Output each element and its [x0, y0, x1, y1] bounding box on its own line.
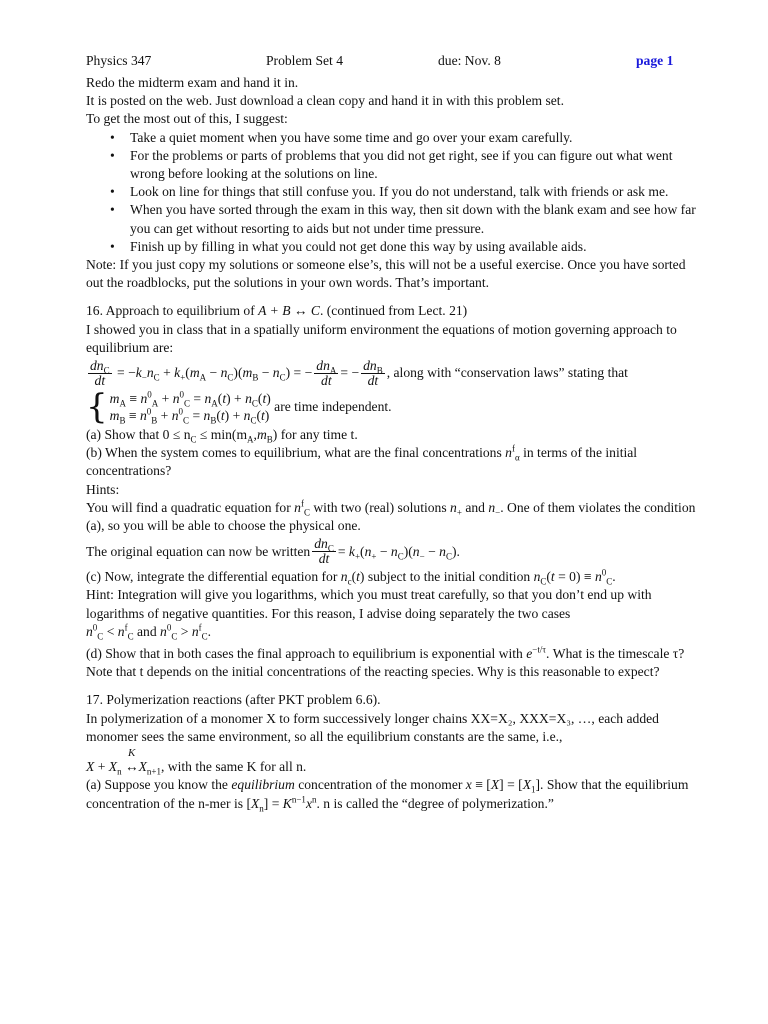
polymer-reaction: $X + X_n$ K $\leftrightarrow X_{n+1}$, with the same K for all n. — [86, 747, 307, 777]
note: Note: If you just copy my solutions or someone else’s, this will not be a useful exercise. Once you have sorted out the roadblocks, put the solutions in your own words. That’s important. — [86, 257, 686, 291]
part-16a: (a) Show that $0 \le n_C \le \min(m_A,m_B)$ for any time t. — [86, 427, 358, 445]
conservation-laws: { $m_A \equiv n^0_A + n^0_C = n_A(t) + n_C(t)$ $m_B \equiv n^0_B + n^0_C = n_B(t) + n_C(t)$ are time independent. — [86, 387, 392, 428]
suggestion-list — [86, 129, 696, 256]
rate-equation: $\frac{dn_C}{dt}$ = $-k_-n_C + k_+(m_A - n_C)(m_B - n_C)$ = − $\frac{dn_A}{dt}$ = − $\frac{dn_B}{dt}$ , along with “conservation laws” stating that — [90, 358, 628, 389]
part-16c-hint: Hint: Integration will give you logarithms, which you must treat carefully, so that you don’t end up with logarithms of negative quantities. For this reason, I advise doing separately the two cases — [86, 587, 652, 621]
intro-line: Redo the midterm exam and hand it in. — [86, 75, 299, 90]
page-header — [86, 52, 696, 74]
list-item: • Take a quiet moment when you have some time and go over your exam carefully. — [130, 129, 696, 147]
list-item: • Finish up by filling in what you could not get done this way by using available aids. — [130, 238, 696, 256]
cases: $n^0_C < n^f_C$ and $n^0_C > n^f_C$. — [86, 622, 212, 642]
problem-17-title: 17. Polymerization reactions (after PKT problem 6.6). — [86, 692, 381, 708]
problem-17-intro: In polymerization of a monomer X to form successively longer chains XX=X₂, XXX=X₃, …, each added monomer sees the same environment, so all the equilibrium constants are the same, i.e., — [86, 710, 659, 744]
part-16c: (c) Now, integrate the differential equation for $n_c(t)$ subject to the initial condition $n_C(t = 0) \equiv n^0_C$. — [86, 567, 616, 587]
part-17a: (a) Suppose you know the equilibrium concentration of the monomer $x \equiv [X] = [X_1]$. Show that the equilibrium concentration of the n-mer is $[X_n] = K^{n-1}x^n$. n is called the “degree of polymerization.” — [86, 777, 689, 814]
list-item: • Look on line for things that still confuse you. If you do not understand, talk with friends or ask me. — [130, 183, 696, 201]
intro-line: To get the most out of this, I suggest: — [86, 111, 288, 127]
hints-label: Hints: — [86, 481, 120, 497]
intro-line: It is posted on the web. Just download a clean copy and hand it in with this problem set. — [86, 93, 564, 109]
hint-equation: The original equation can now be written $\frac{dn_C}{dt}$ = $k_+(n_+ - n_C)(n_- - n_C)$. — [86, 536, 460, 567]
document-page — [86, 52, 696, 813]
part-16b: (b) When the system comes to equilibrium, what are the final concentrations $n^f_\alpha$ in terms of the initial concentrations? — [86, 443, 638, 479]
problem-set-title: Problem Set 4 — [266, 53, 344, 68]
hint-quadratic: You will find a quadratic equation for $n^f_C$ with two (real) solutions $n_+$ and $n_-$. One of them violates the condition (a), so you will be able to choose the physical one. — [86, 498, 696, 534]
page-number: page 1 — [636, 53, 674, 68]
list-item: • When you have sorted through the exam in this way, then sit down with the blank exam and see how far you can get without resorting to aids but not under time pressure. — [130, 201, 696, 237]
part-16d: (d) Show that in both cases the final approach to equilibrium is exponential with $e^{-t/\tau}$. What is the timescale τ? Note that t depends on the initial concentrations of the reacting species. Why is this reasonable to expect? — [86, 644, 685, 680]
course-name: Physics 347 — [86, 53, 152, 68]
problem-16-intro: I showed you in class that in a spatially uniform environment the equations of motion governing approach to equilibrium are: — [86, 321, 677, 355]
problem-16-title: 16. Approach to equilibrium of A + B ↔ C. (continued from Lect. 21) — [86, 303, 468, 319]
due-date: due: Nov. 8 — [438, 53, 501, 68]
list-item: • For the problems or parts of problems that you did not get right, see if you can figure out what went wrong before looking at the solutions on line. — [130, 147, 696, 183]
